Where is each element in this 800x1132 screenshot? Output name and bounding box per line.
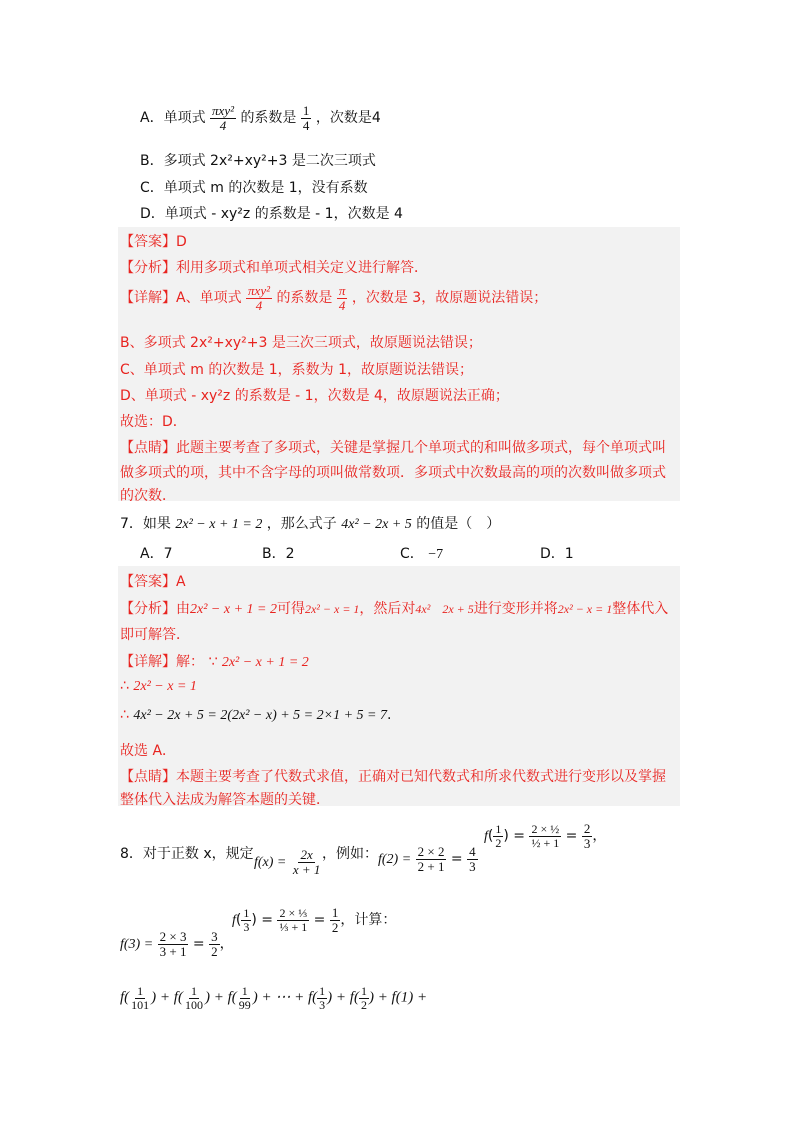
q7-stem-suf: 的值是（ ） (416, 516, 501, 532)
q7-analysis-eq4: 2x² − x = 1 (557, 602, 613, 616)
q6-option-a-fraction: $\frac{\text{πxy²}}{4}$ (212, 103, 234, 133)
q6-detail-coef: $\frac{\pi}{4}$ (338, 283, 346, 313)
q7-analysis-suf: 整体代入 (612, 601, 669, 617)
q8-def-fraction: $\frac{2x}{x + 1}$ (292, 847, 321, 877)
q7-option-b: B．2 (262, 546, 295, 562)
q8-ex2-result: $\frac{2}{3}$ (583, 821, 591, 851)
q8-sum-ellipsis: + ⋯ + (261, 989, 305, 1006)
q7-detail-eq: 2x² − x + 1 = 2 (221, 655, 309, 670)
q6-option-a-coef: $\frac{1}{4}$ (302, 103, 310, 133)
q8-ex1-result: $\frac{4}{3}$ (469, 844, 476, 874)
q6-detail-fraction: $\frac{\text{πxy²}}{4}$ (248, 283, 270, 313)
q6-line-c: C、单项式 m 的次数是 1，系数为 1，故原题说法错误； (120, 362, 474, 378)
q7-analysis-pre: 【分析】由 (120, 601, 190, 617)
q8-sum-term-3: $\frac{1}{99}$ (238, 984, 251, 1012)
q8-sum-expression: f( $\frac{1}{101}$ ) + f( $\frac{1}{100}$ ) + f( $\frac{1}{99}$ ) + ⋯ + f( $\frac{1}{3}$ ) + f( $\frac{1}{2}$ ) + f(1) + (120, 984, 428, 1012)
q6-choose: 故选：D． (120, 414, 187, 430)
q7-comment-line2: 整体代入法成为解答本题的关键． (120, 792, 330, 808)
q6-detail-suffix: ，次数是 3，故原题说法错误； (351, 290, 548, 307)
q8-example-2: f( $\frac{1}{2}$ ) = $\frac{\text{2 × ½}}{\text{½ + 1}}$ = $\frac{2}{3}$ ， (484, 821, 607, 851)
q6-option-a-suffix: ，次数是4 (315, 110, 381, 127)
q8-ex4-result: $\frac{1}{2}$ (331, 905, 339, 935)
q6-option-a (140, 104, 381, 132)
q7-answer: 【答案】A (120, 574, 186, 590)
q6-option-a-mid: 的系数是 (240, 110, 297, 127)
q7-step2 (120, 707, 391, 724)
q7-analysis-mid3: 进行变形并将 (473, 601, 558, 617)
q7-option-c-value: −7 (428, 547, 444, 562)
q8-sum-term-1: $\frac{1}{101}$ (131, 984, 150, 1012)
q8-sum-term-4: $\frac{1}{3}$ (319, 984, 326, 1012)
q7-option-c-label: C． (400, 546, 424, 562)
q7-analysis-eq2: 2x² − x = 1 (304, 602, 360, 616)
therefore-symbol: ∴ (120, 707, 129, 723)
because-symbol: ∵ (208, 654, 218, 670)
q8-ex4-fraction: $\frac{\text{2 × ⅓}}{\text{⅓ + 1}}$ (279, 906, 308, 934)
q8-def-lhs: f(x) = (254, 855, 287, 871)
q8-ex2-lhs: f (484, 829, 488, 845)
q8-ex2-arg: $\frac{1}{2}$ (495, 822, 502, 850)
q7-stem-mid: ，那么式子 (266, 516, 337, 532)
q6-option-d: D．单项式 - xy²z 的系数是 - 1，次数是 4 (140, 206, 403, 222)
q8-sum-term-5: $\frac{1}{2}$ (360, 984, 367, 1012)
q8-sum-term-2: $\frac{1}{100}$ (184, 984, 203, 1012)
q7-step1-eq: 2x² − x = 1 (133, 679, 197, 694)
q7-step2-eq: 4x² − 2x + 5 = 2(2x² − x) + 5 = 2×1 + 5 = 7 (133, 708, 387, 723)
q7-option-a: A．7 (140, 546, 173, 562)
q8-example-4: f( $\frac{1}{3}$ ) = $\frac{\text{2 × ⅓}}{\text{⅓ + 1}}$ = $\frac{1}{2}$ ，计算： (232, 905, 397, 935)
q7-analysis-mid1: 可得 (276, 601, 305, 617)
q6-comment-line2: 做多项式的项，其中不含字母的项叫做常数项．多项式中次数最高的项的次数叫做多项式 (120, 465, 666, 481)
q6-option-b: B．多项式 2x²+xy²+3 是二次三项式 (140, 153, 376, 169)
q8-ex3-lhs: f(3) = (120, 937, 154, 953)
q6-option-a-prefix: A．单项式 (140, 110, 206, 127)
q8-calc-label: ，计算： (340, 912, 397, 929)
q8-stem: 8．对于正数 x，规定 (120, 846, 254, 862)
q8-definition (254, 848, 322, 876)
q6-comment-line1: 【点睛】此题主要考查了多项式，关键是掌握几个单项式的和叫做多项式，每个单项式叫 (120, 440, 666, 456)
q6-line-b: B、多项式 2x²+xy²+3 是三次三项式，故原题说法错误； (120, 335, 482, 351)
q7-option-d: D．1 (540, 546, 574, 562)
q6-detail-prefix: 【详解】A、单项式 (120, 290, 242, 307)
q8-ex1-fraction: $\frac{2 \times 2}{2 + 1}$ (417, 844, 445, 874)
q8-ex3-result: $\frac{3}{2}$ (211, 929, 218, 959)
q6-answer: 【答案】D (120, 234, 187, 250)
q7-comment-line1: 【点睛】本题主要考查了代数式求值，正确对已知代数式和所求代数式进行变形以及掌握 (120, 769, 666, 785)
therefore-symbol: ∴ (120, 678, 129, 694)
q6-comment-line3: 的次数． (120, 488, 176, 504)
q7-detail (120, 651, 309, 671)
q7-choose: 故选 A． (120, 743, 177, 759)
q6-analysis: 【分析】利用多项式和单项式相关定义进行解答． (120, 260, 428, 276)
q8-ex2-fraction: $\frac{\text{2 × ½}}{\text{½ + 1}}$ (531, 822, 560, 850)
q8-ex4-arg: $\frac{1}{3}$ (243, 906, 250, 934)
q6-option-c: C．单项式 m 的次数是 1，没有系数 (140, 180, 368, 196)
q8-example-label: ，例如： (322, 846, 378, 862)
q7-analysis (120, 598, 668, 618)
q7-analysis-eq3: 4x² 2x + 5 (415, 602, 474, 616)
q8-example-3: f(3) = $\frac{2 \times 3}{3 + 1}$ = $\frac{3}{2}$ ， (120, 929, 234, 959)
q8-example-1: f(2) = $\frac{2 \times 2}{2 + 1}$ = $\frac{4}{3}$ (378, 844, 476, 874)
q8-ex4-lhs: f (232, 913, 236, 929)
q7-analysis-mid2: ，然后对 (359, 601, 416, 617)
q6-detail (120, 284, 547, 312)
q7-stem (120, 513, 500, 533)
q8-ex1-lhs: f(2) = (378, 852, 412, 868)
q7-stem-pre: 7．如果 (120, 516, 171, 532)
q8-ex3-fraction: $\frac{2 \times 3}{3 + 1}$ (159, 929, 187, 959)
q7-stem-eq: 2x² − x + 1 = 2 (175, 517, 263, 532)
q7-analysis-eq1: 2x² − x + 1 = 2 (190, 602, 277, 617)
q6-detail-mid: 的系数是 (276, 290, 333, 307)
q8-sum-end: + f(1) + (377, 989, 428, 1006)
q7-stem-expr: 4x² − 2x + 5 (341, 517, 412, 532)
q7-detail-pre: 【详解】解： (120, 654, 204, 670)
q7-step1 (120, 678, 197, 695)
q7-option-c (400, 543, 443, 563)
q6-line-d: D、单项式 - xy²z 的系数是 - 1，次数是 4，故原题说法正确； (120, 388, 509, 404)
q7-step2-end: . (386, 707, 392, 723)
q7-analysis-line2: 即可解答． (120, 627, 190, 643)
